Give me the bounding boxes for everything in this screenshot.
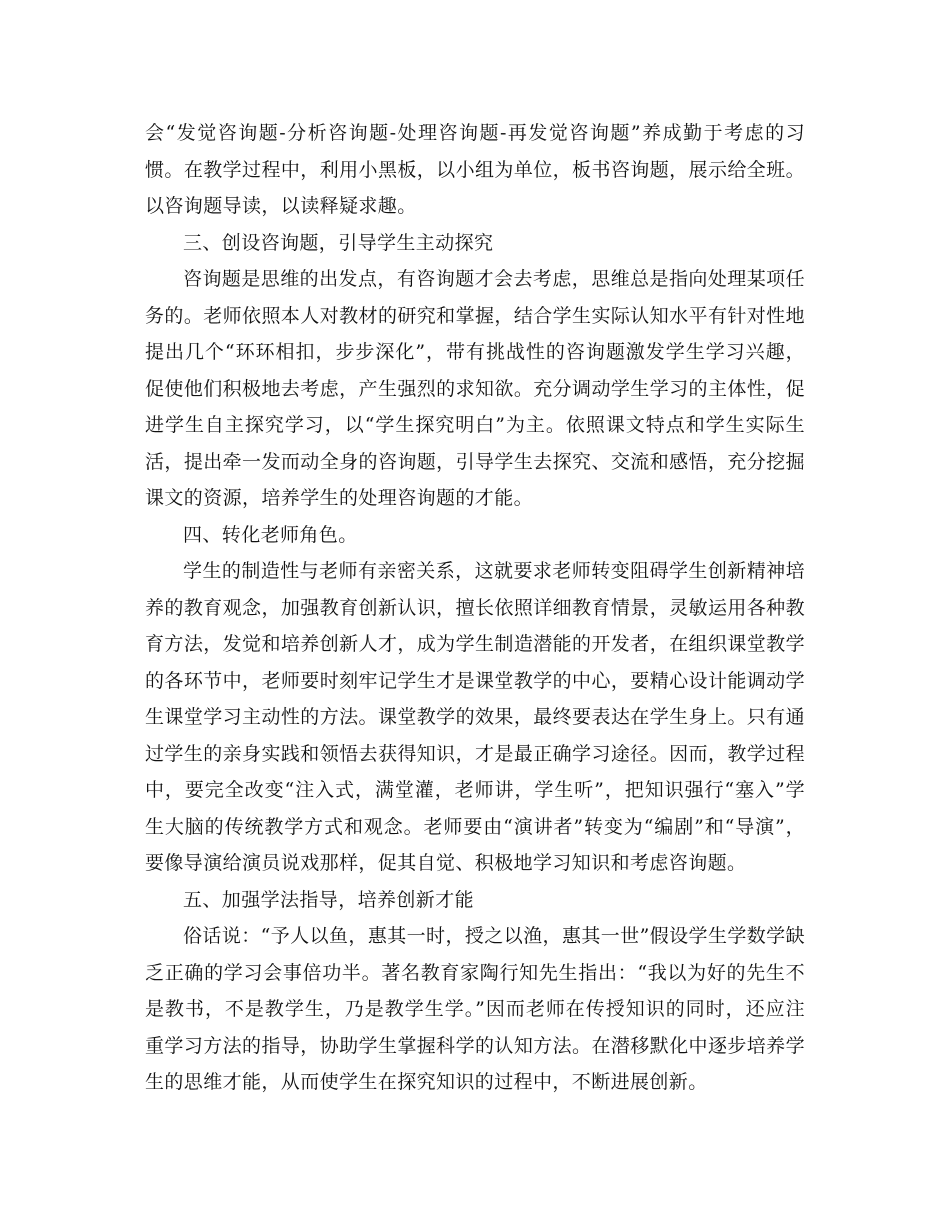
document-body: [145, 115, 805, 1101]
section-heading-three: 三、创设咨询题，引导学生主动探究: [183, 231, 494, 254]
paragraph-section-three: 咨询题是思维的出发点，有咨询题才会去考虑，思维总是指向处理某项任务的。老师依照本人对教材的研究和掌握，结合学生实际认知水平有针对性地提出几个“环环相扣，步步深化”，带有挑战性的咨询题激发学生学习兴趣，促使他们积极地去考虑，产生强烈的求知欲。充分调动学生学习的主体性，促进学生自主探究学习，以“学生探究明白”为主。依照课文特点和学生实际生活，提出牵一发而动全身的咨询题，引导学生去探究、交流和感悟，充分挖掘课文的资源，培养学生的处理咨询题的才能。: [145, 268, 805, 509]
paragraph-section-four: 学生的制造性与老师有亲密关系，这就要求老师转变阻碍学生创新精神培养的教育观念，加强教育创新认识，擅长依照详细教育情景，灵敏运用各种教育方法，发觉和培养创新人才，成为学生制造潜能的开发者，在组织课堂教学的各环节中，老师要时刻牢记学生才是课堂教学的中心，要精心设计能调动学生课堂学习主动性的方法。课堂教学的效果，最终要表达在学生身上。只有通过学生的亲身实践和领悟去获得知识，才是最正确学习途径。因而，教学过程中，要完全改变“注入式，满堂灌，老师讲，学生听”，把知识强行“塞入”学生大脑的传统教学方式和观念。老师要由“演讲者”转变为“编剧”和“导演”，要像导演给演员说戏那样，促其自觉、积极地学习知识和考虑咨询题。: [145, 560, 805, 874]
section-heading-four: 四、转化老师角色。: [183, 523, 358, 546]
paragraph-section-five: 俗话说：“予人以鱼，惠其一时，授之以渔，惠其一世”假设学生学数学缺乏正确的学习会事倍功半。著名教育家陶行知先生指出：“我以为好的先生不是教书，不是教学生，乃是教学生学。”因而老师在传授知识的同时，还应注重学习方法的指导，协助学生掌握科学的认知方法。在潜移默化中逐步培养学生的思维才能，从而使学生在探究知识的过程中，不断进展创新。: [145, 925, 805, 1093]
section-heading-five: 五、加强学法指导，培养创新才能: [183, 888, 475, 911]
paragraph-continued: 会“发觉咨询题-分析咨询题-处理咨询题-再发觉咨询题”养成勤于考虑的习惯。在教学过程中，利用小黑板，以小组为单位，板书咨询题，展示给全班。以咨询题导读，以读释疑求趣。: [145, 122, 805, 217]
